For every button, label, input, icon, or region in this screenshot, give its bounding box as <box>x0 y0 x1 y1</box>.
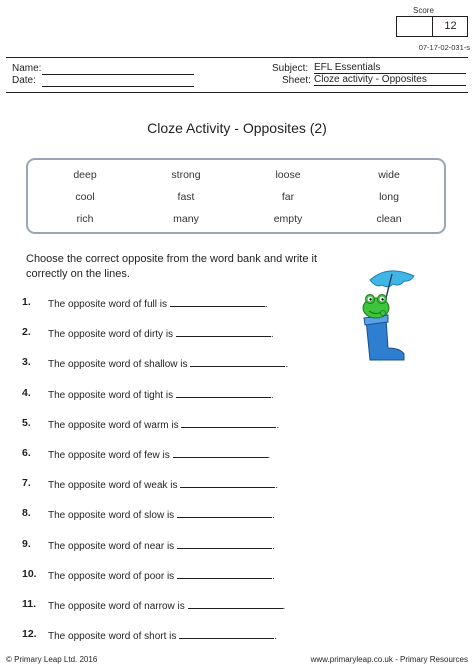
question-text: The opposite word of shallow is <box>48 359 188 371</box>
instructions: Choose the correct opposite from the word bank and write it correctly on the lines. <box>26 253 318 280</box>
question-text: The opposite word of slow is <box>48 510 175 522</box>
word-bank-word: rich <box>76 213 94 225</box>
answer-blank[interactable] <box>177 569 272 579</box>
name-label: Name: <box>12 63 42 74</box>
answer-blank[interactable] <box>176 327 271 337</box>
answer-blank[interactable] <box>176 388 271 398</box>
question-text: The opposite word of dirty is <box>48 329 174 341</box>
question-number: 3. <box>22 356 31 369</box>
question-period: . <box>276 419 280 431</box>
question-text: The opposite word of short is <box>48 631 177 643</box>
answer-blank[interactable] <box>170 297 265 307</box>
question-number: 8. <box>22 507 31 520</box>
question-text: The opposite word of full is <box>48 299 167 310</box>
question-period: . <box>271 570 275 582</box>
word-bank-word: far <box>281 191 295 203</box>
date-line[interactable] <box>42 86 194 87</box>
footer-website: www.primaryleap.co.uk - Primary Resources <box>310 655 468 664</box>
question-number: 11. <box>22 598 37 610</box>
question-row <box>48 297 268 310</box>
answer-blank[interactable] <box>190 357 285 367</box>
question-row <box>48 448 270 461</box>
question-period: . <box>282 601 286 612</box>
question-row <box>48 388 274 401</box>
question-period: . <box>270 329 274 341</box>
header-rule-top <box>6 57 468 58</box>
question-row <box>48 327 274 340</box>
word-bank-word: long <box>379 191 399 203</box>
question-number: 12. <box>22 628 37 641</box>
question-period: . <box>271 540 275 552</box>
word-bank-word: cool <box>75 191 95 203</box>
footer-copyright: © Primary Leap Ltd. 2016 <box>6 655 98 664</box>
frog-boot-umbrella-illustration <box>330 262 430 362</box>
name-line[interactable] <box>42 74 194 75</box>
question-row <box>48 357 288 370</box>
word-bank-word: many <box>173 213 199 225</box>
question-row <box>48 418 279 431</box>
question-number: 4. <box>22 386 31 399</box>
word-bank-word: empty <box>273 213 303 225</box>
question-period: . <box>267 450 271 461</box>
question-text: The opposite word of near is <box>48 540 175 552</box>
answer-blank[interactable] <box>181 418 276 428</box>
answer-blank[interactable] <box>179 629 274 639</box>
sheet-label: Sheet: <box>282 75 311 86</box>
question-row <box>48 539 275 552</box>
question-row <box>48 599 285 612</box>
question-number: 9. <box>22 537 31 550</box>
question-period: . <box>264 299 268 310</box>
question-number: 2. <box>22 326 31 339</box>
word-bank-word: deep <box>73 169 97 181</box>
header-rule-bottom <box>6 92 468 93</box>
question-text: The opposite word of narrow is <box>48 601 185 612</box>
subject-label: Subject: <box>272 63 309 74</box>
question-text: The opposite word of tight is <box>48 389 174 401</box>
question-period: . <box>285 359 289 371</box>
score-label: Score <box>413 6 434 15</box>
question-text: The opposite word of warm is <box>48 419 179 431</box>
question-text: The opposite word of few is <box>48 450 170 461</box>
question-number: 5. <box>22 416 31 429</box>
question-row <box>48 508 275 521</box>
question-period: . <box>271 510 275 522</box>
score-box <box>396 16 468 37</box>
question-number: 10. <box>22 567 37 580</box>
question-period: . <box>270 389 274 401</box>
word-bank <box>26 158 446 234</box>
answer-blank[interactable] <box>180 478 275 488</box>
word-bank-word: loose <box>275 169 301 181</box>
question-text: The opposite word of poor is <box>48 570 175 582</box>
question-row <box>48 569 275 582</box>
date-label: Date: <box>12 75 36 86</box>
word-bank-word: wide <box>378 169 400 181</box>
sheet-value: Cloze activity - Opposites <box>314 74 466 86</box>
question-period: . <box>274 631 277 643</box>
answer-blank[interactable] <box>188 599 283 609</box>
answer-blank[interactable] <box>173 448 268 458</box>
question-number: 1. <box>22 296 31 308</box>
worksheet-code: 07-17-02-031-s <box>418 43 470 52</box>
subject-value: EFL Essentials <box>314 62 466 74</box>
word-bank-word: fast <box>177 191 195 203</box>
question-row <box>48 478 278 491</box>
word-bank-word: strong <box>171 169 201 181</box>
page-title: Cloze Activity - Opposites (2) <box>147 120 327 136</box>
question-row <box>48 629 277 642</box>
question-text: The opposite word of weak is <box>48 480 178 492</box>
question-period: . <box>275 480 279 492</box>
question-number: 7. <box>22 477 31 490</box>
word-bank-word: clean <box>376 213 402 225</box>
score-value: 12 <box>444 20 457 32</box>
question-number: 6. <box>22 447 31 459</box>
answer-blank[interactable] <box>177 539 272 549</box>
answer-blank[interactable] <box>177 508 272 518</box>
